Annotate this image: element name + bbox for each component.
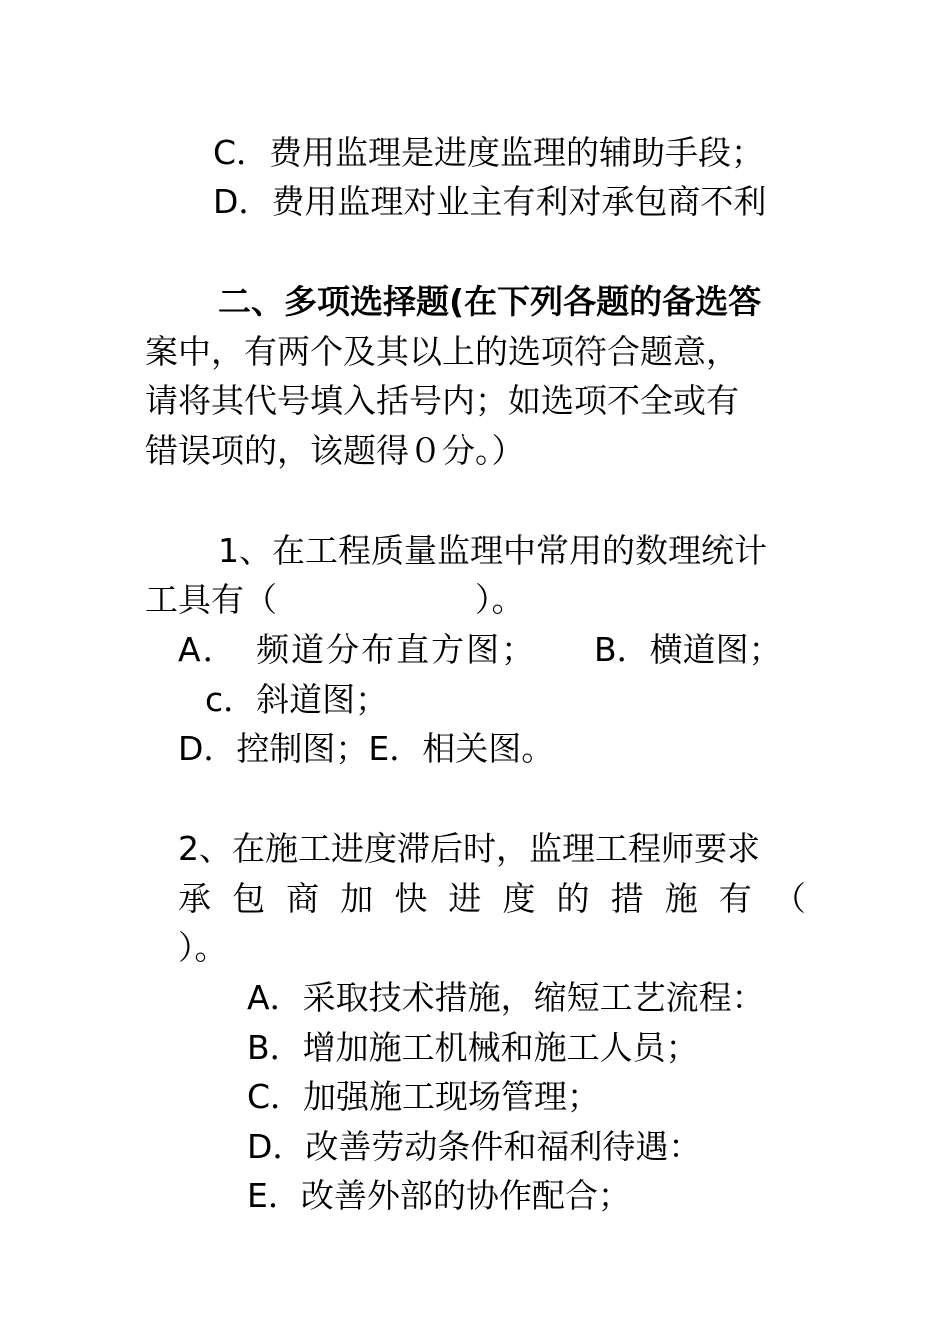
question-2-stem-line-1: 2、在施工进度滞后时，监理工程师要求 xyxy=(178,829,760,868)
stem-char: 措 xyxy=(610,879,644,918)
section-heading-line-1: 二、多项选择题(在下列各题的备选答 xyxy=(218,282,762,321)
stem-char: 的 xyxy=(556,879,590,918)
question-2-option-d: D．改善劳动条件和福利待遇： xyxy=(247,1127,702,1166)
stem-char: 包 xyxy=(232,879,266,918)
stem-char: 进 xyxy=(448,879,482,918)
section-heading-line-2: 案中，有两个及其以上的选项符合题意， xyxy=(145,332,739,371)
stem-char: 商 xyxy=(286,879,320,918)
question-2-option-c: C．加强施工现场管理； xyxy=(247,1077,601,1116)
prev-option-c: C．费用监理是进度监理的辅助手段； xyxy=(213,133,765,172)
stem-char: 施 xyxy=(664,879,698,918)
question-2-option-e: E．改善外部的协作配合； xyxy=(247,1176,631,1215)
question-2-stem-line-2 xyxy=(178,879,806,919)
question-1-option-c: c．斜道图； xyxy=(205,680,389,719)
stem-char: 加 xyxy=(340,879,374,918)
stem-char: 度 xyxy=(502,879,536,918)
question-1-option-d-e: D．控制图；E．相关图。 xyxy=(178,729,555,768)
question-2-option-b: B．增加施工机械和施工人员； xyxy=(247,1028,699,1067)
section-heading-line-3: 请将其代号填入括号内；如选项不全或有 xyxy=(145,381,739,420)
question-2-stem-line-3: ）。 xyxy=(178,928,228,967)
question-2-option-a: A．采取技术措施，缩短工艺流程： xyxy=(247,978,765,1017)
stem-char: 承 xyxy=(178,879,211,918)
stem-char: 有 xyxy=(718,879,752,918)
question-1-stem-line-2: 工具有（ ）。 xyxy=(145,580,525,619)
section-heading-line-4: 错误项的，该题得０分。） xyxy=(145,431,525,470)
question-1-option-b: B．横道图； xyxy=(594,630,782,669)
prev-option-d: D．费用监理对业主有利对承包商不利 xyxy=(213,182,767,221)
question-1-stem-line-1: 1、在工程质量监理中常用的数理统计 xyxy=(218,531,767,570)
question-1-option-a: A． 频道分布直方图； xyxy=(178,630,537,669)
stem-char: 快 xyxy=(394,879,428,918)
stem-char: （ xyxy=(772,879,806,918)
